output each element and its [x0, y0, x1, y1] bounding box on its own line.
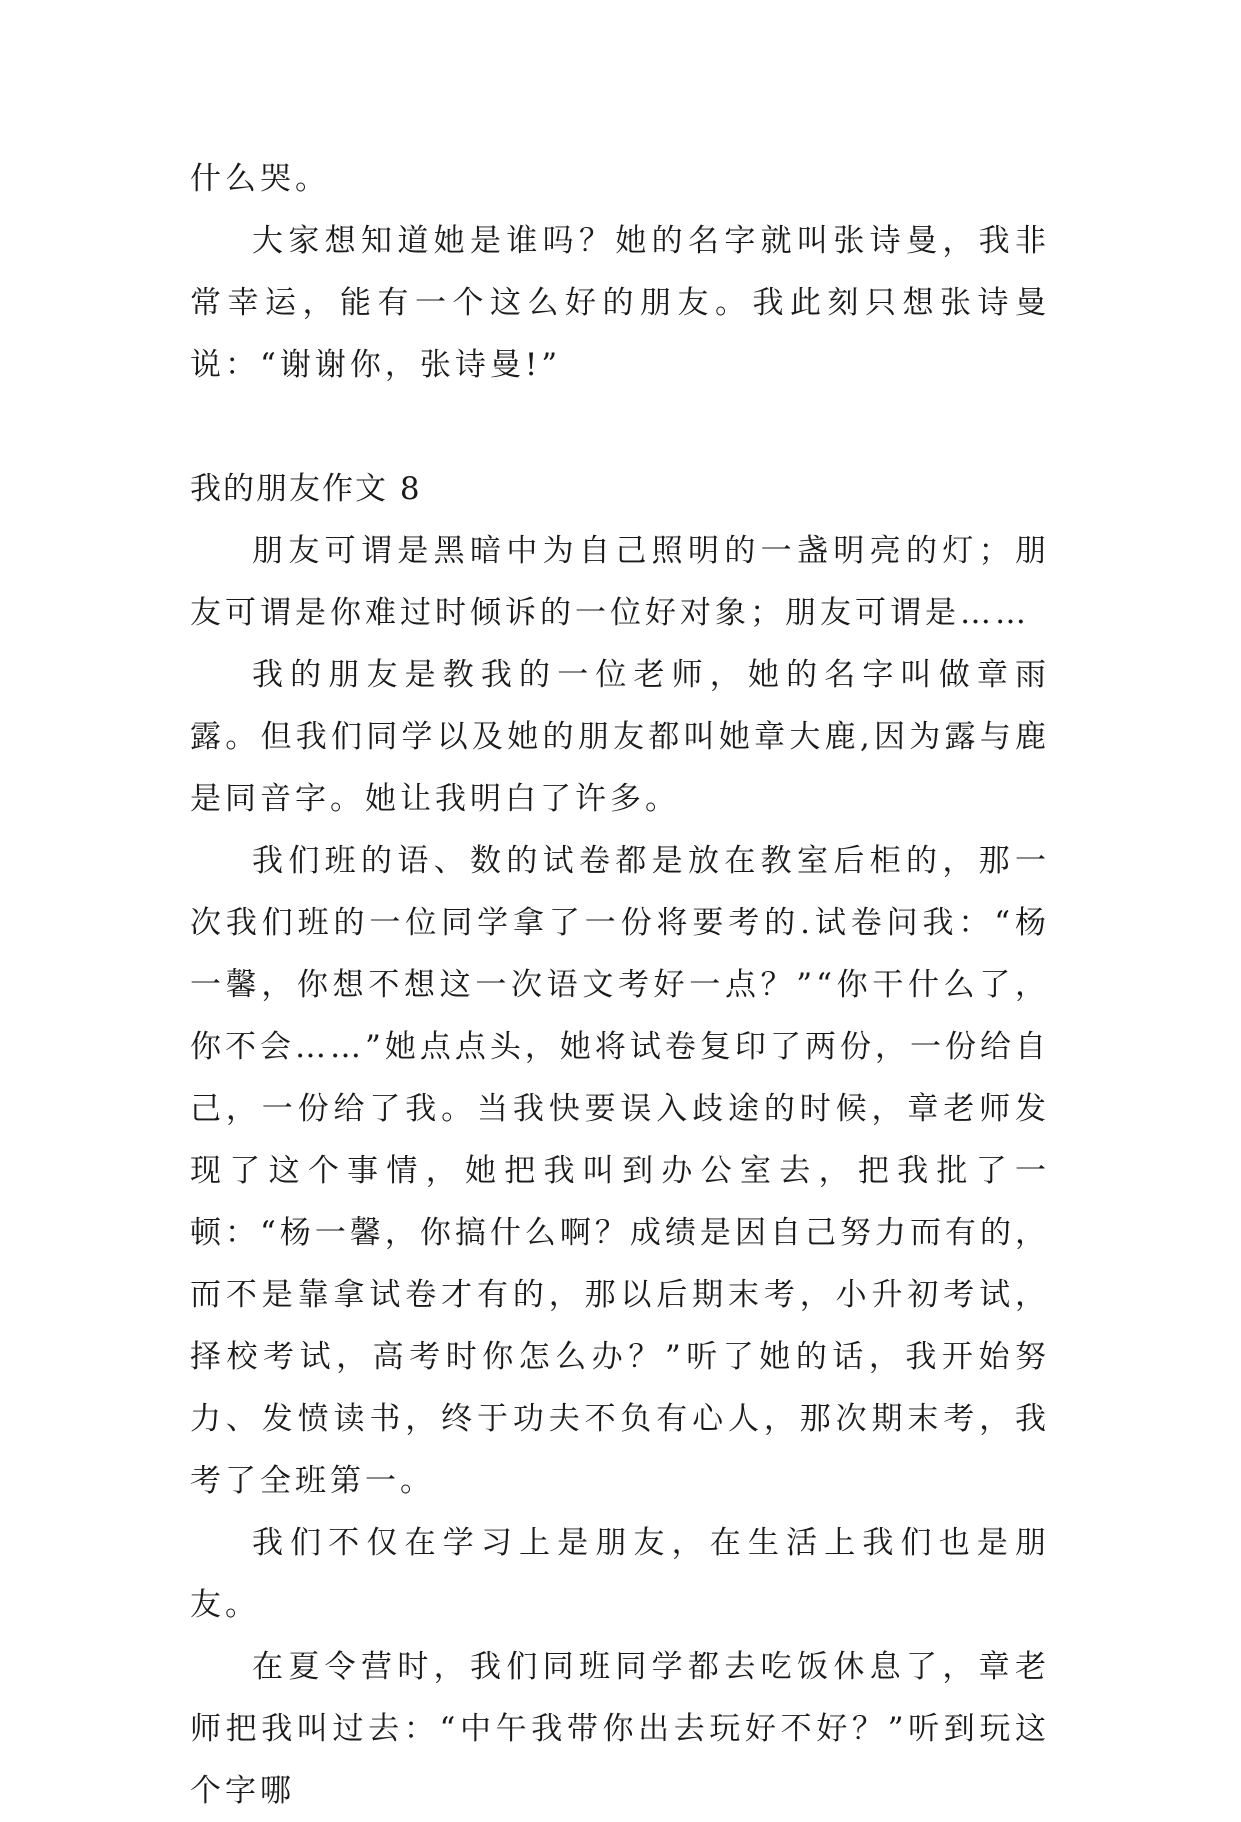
section-title: 我的朋友作文 8 [190, 471, 422, 507]
paragraph: 朋友可谓是黑暗中为自己照明的一盏明亮的灯；朋友可谓是你难过时倾诉的一位好对象；朋友可谓是…… [190, 533, 1050, 631]
paragraph: 在夏令营时，我们同班同学都去吃饭休息了，章老师把我叫过去：“中午我带你出去玩好不好？”听到玩这个字哪 [190, 1649, 1050, 1809]
paragraph: 我们班的语、数的试卷都是放在教室后柜的，那一次我们班的一位同学拿了一份将要考的.试卷问我：“杨一馨，你想不想这一次语文考好一点？”“你干什么了，你不会……”她点点头，她将试卷复印了两份，一份给自己，一份给了我。当我快要误入歧途的时候，章老师发现了这个事情，她把我叫到办公室去，把我批了一顿：“杨一馨，你搞什么啊？成绩是因自己努力而有的，而不是靠拿试卷才有的，那以后期末考，小升初考试，择校考试，高考时你怎么办？”听了她的话，我开始努力、发愤读书，终于功夫不负有心人，那次期末考，我考了全班第一。 [190, 843, 1050, 1499]
document-body [190, 148, 1050, 1822]
paragraph-continuation: 什么哭。 [190, 161, 330, 197]
paragraph: 大家想知道她是谁吗？她的名字就叫张诗曼，我非常幸运，能有一个这么好的朋友。我此刻只想张诗曼说：“谢谢你，张诗曼!” [190, 223, 1050, 383]
paragraph: 我们不仅在学习上是朋友，在生活上我们也是朋友。 [190, 1525, 1050, 1623]
paragraph: 我的朋友是教我的一位老师，她的名字叫做章雨露。但我们同学以及她的朋友都叫她章大鹿,因为露与鹿是同音字。她让我明白了许多。 [190, 657, 1050, 817]
